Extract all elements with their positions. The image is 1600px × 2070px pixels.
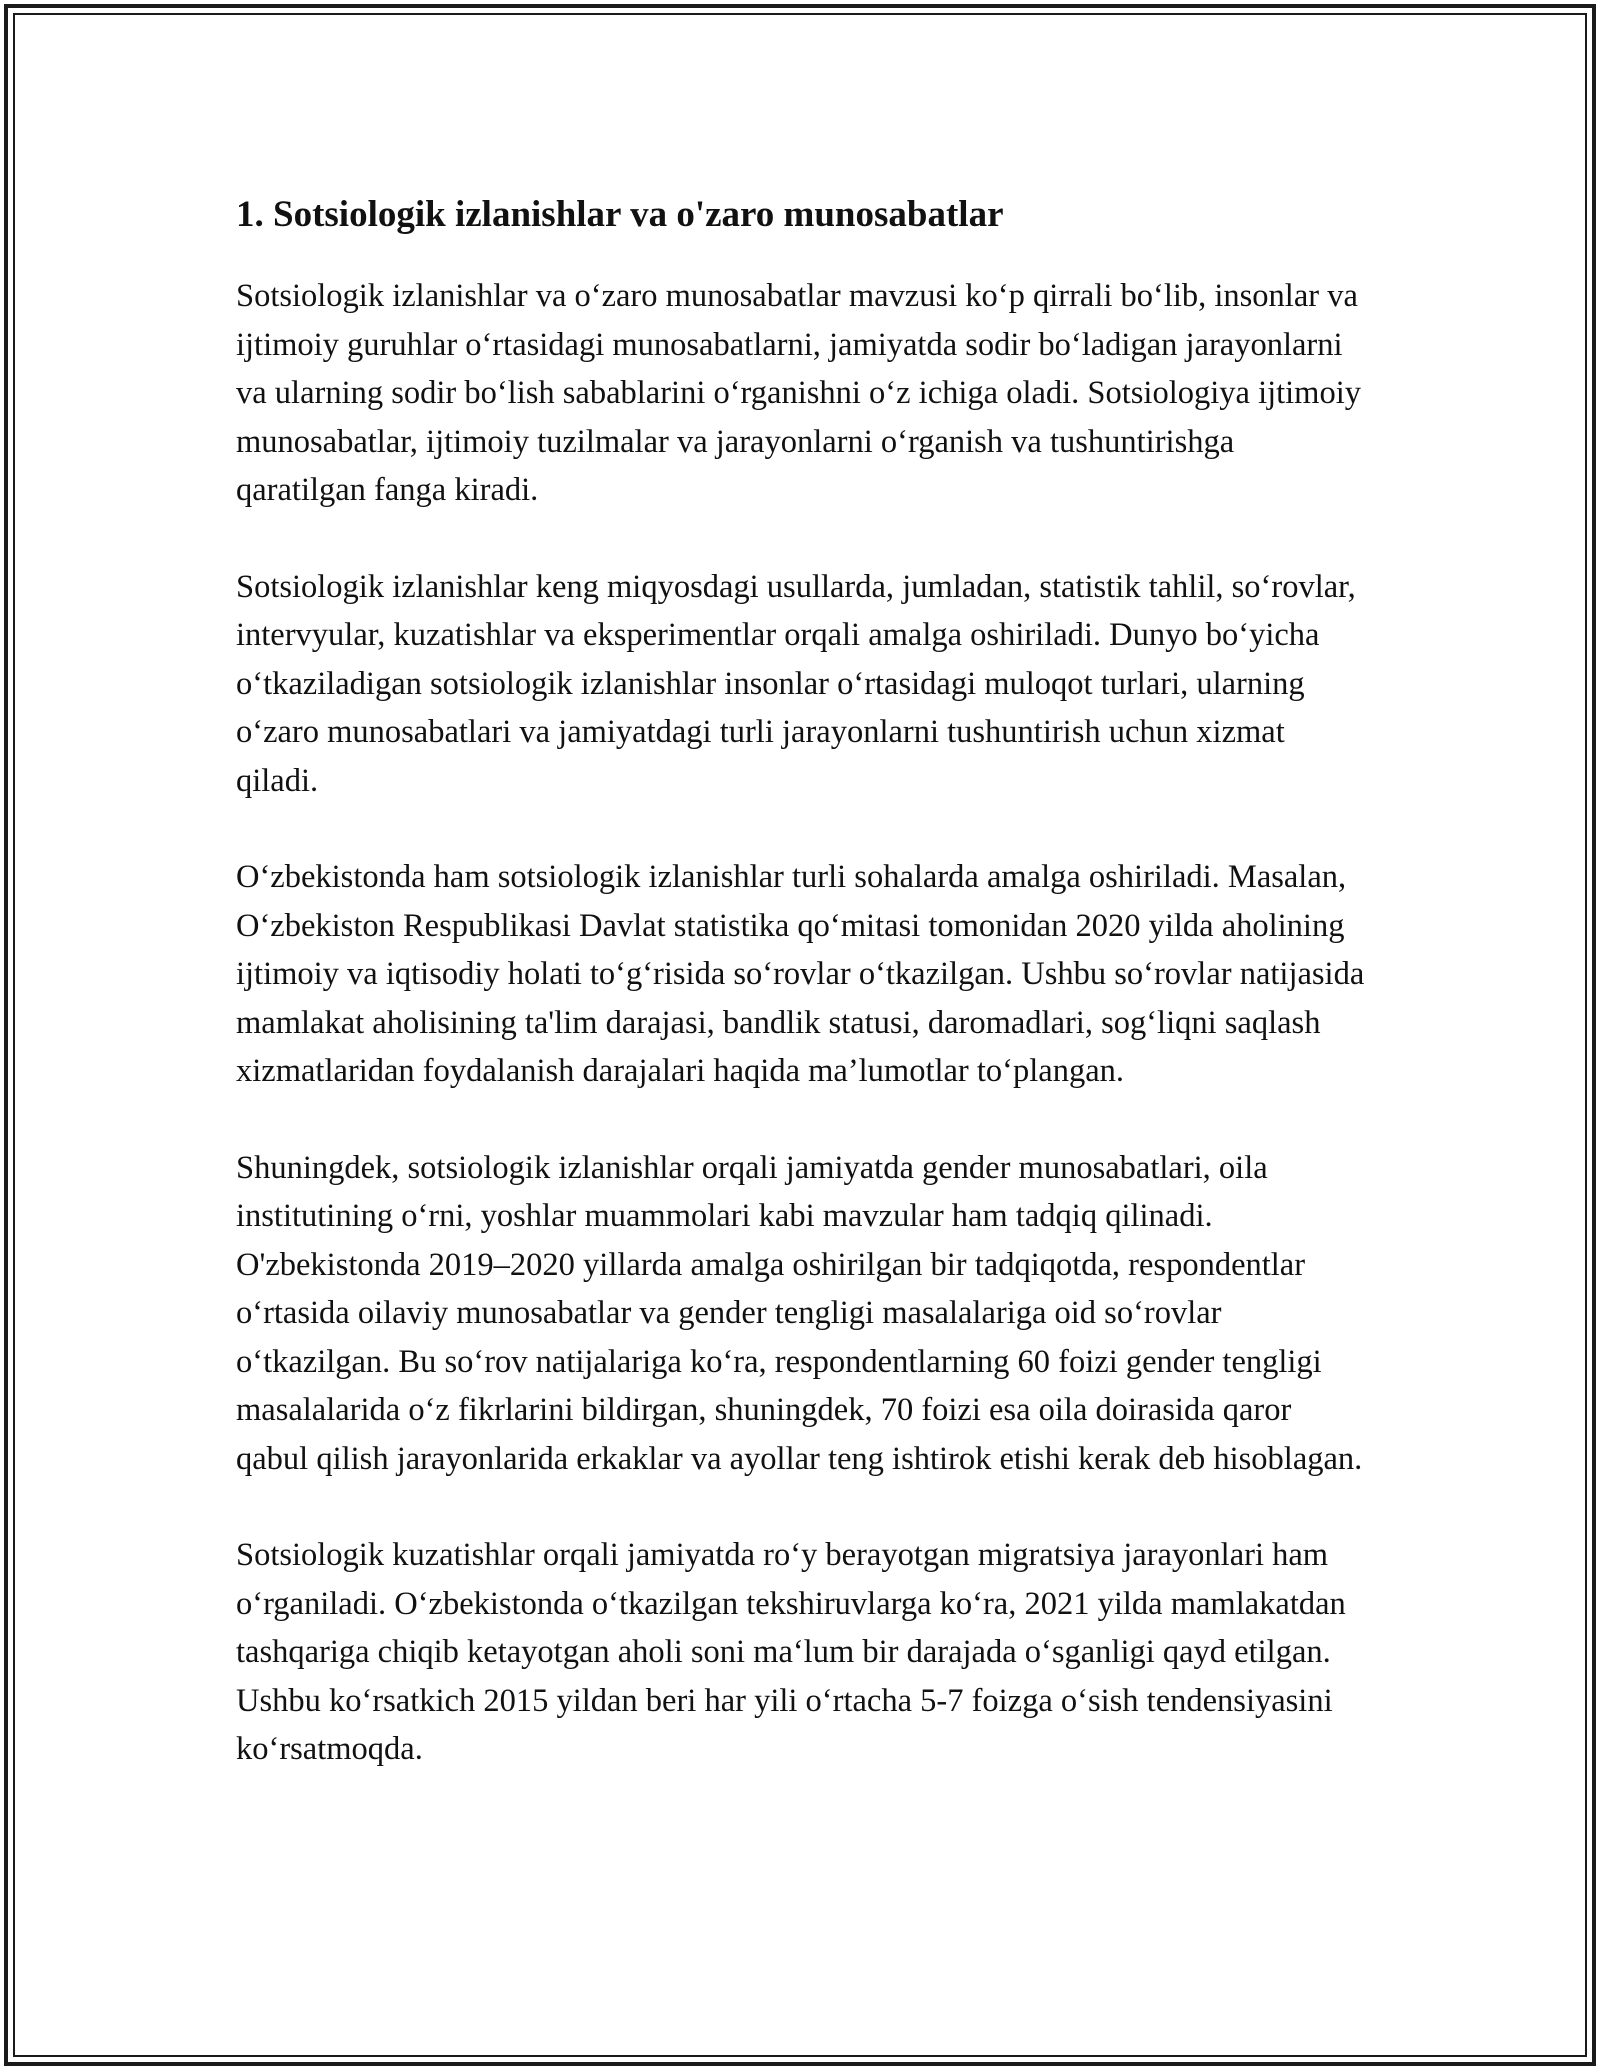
section-heading: 1. Sotsiologik izlanishlar va o'zaro munosabatlar [236,194,1004,235]
paragraph-1: Sotsiologik izlanishlar va o‘zaro munosabatlar mavzusi ko‘p qirrali bo‘lib, insonlar va ijtimoiy guruhlar o‘rtasidagi munosabatlarni, jamiyatda sodir bo‘ladigan jarayonlarni va ularning sodir bo‘lish sabablarini o‘rganishni o‘z ichiga oladi. Sotsiologiya ijtimoiy munosabatlar, ijtimoiy tuzilmalar va jarayonlarni o‘rganish va tushuntirishga qaratilgan fanga kiradi. [236,278,1361,508]
paragraph-3: O‘zbekistonda ham sotsiologik izlanishlar turli sohalarda amalga oshiriladi. Masalan, O‘zbekiston Respublikasi Davlat statistika qo‘mitasi tomonidan 2020 yilda aholining ijtimoiy va iqtisodiy holati to‘g‘risida so‘rovlar o‘tkazilgan. Ushbu so‘rovlar natijasida mamlakat aholisining ta'lim darajasi, bandlik statusi, daromadlari, sog‘liqni saqlash xizmatlaridan foydalanish darajalari haqida ma’lumotlar to‘plangan. [236,859,1365,1089]
paragraph-5: Sotsiologik kuzatishlar orqali jamiyatda ro‘y berayotgan migratsiya jarayonlari ham o‘rganiladi. O‘zbekistonda o‘tkazilgan tekshiruvlarga ko‘ra, 2021 yilda mamlakatdan tashqariga chiqib ketayotgan aholi soni ma‘lum bir darajada o‘sganligi qayd etilgan. Ushbu ko‘rsatkich 2015 yildan beri har yili o‘rtacha 5-7 foizga o‘sish tendensiyasini ko‘rsatmoqda. [236,1537,1346,1767]
paragraph-2: Sotsiologik izlanishlar keng miqyosdagi usullarda, jumladan, statistik tahlil, so‘rovlar, intervyular, kuzatishlar va eksperimentlar orqali amalga oshiriladi. Dunyo bo‘yicha o‘tkaziladigan sotsiologik izlanishlar insonlar o‘rtasidagi muloqot turlari, ularning o‘zaro munosabatlari va jamiyatdagi turli jarayonlarni tushuntirish uchun xizmat qiladi. [236,568,1356,799]
document-body [236,186,1366,1822]
paragraph-4: Shuningdek, sotsiologik izlanishlar orqali jamiyatda gender munosabatlari, oila institutining o‘rni, yoshlar muammolari kabi mavzular ham tadqiq qilinadi. O'zbekistonda 2019–2020 yillarda amalga oshirilgan bir tadqiqotda, respondentlar o‘rtasida oilaviy munosabatlar va gender tengligi masalalariga oid so‘rovlar o‘tkazilgan. Bu so‘rov natijalariga ko‘ra, respondentlarning 60 foizi gender tengligi masalalarida o‘z fikrlarini bildirgan, shuningdek, 70 foizi esa oila doirasida qaror qabul qilish jarayonlarida erkaklar va ayollar teng ishtirok etishi kerak deb hisoblagan. [236,1149,1363,1477]
